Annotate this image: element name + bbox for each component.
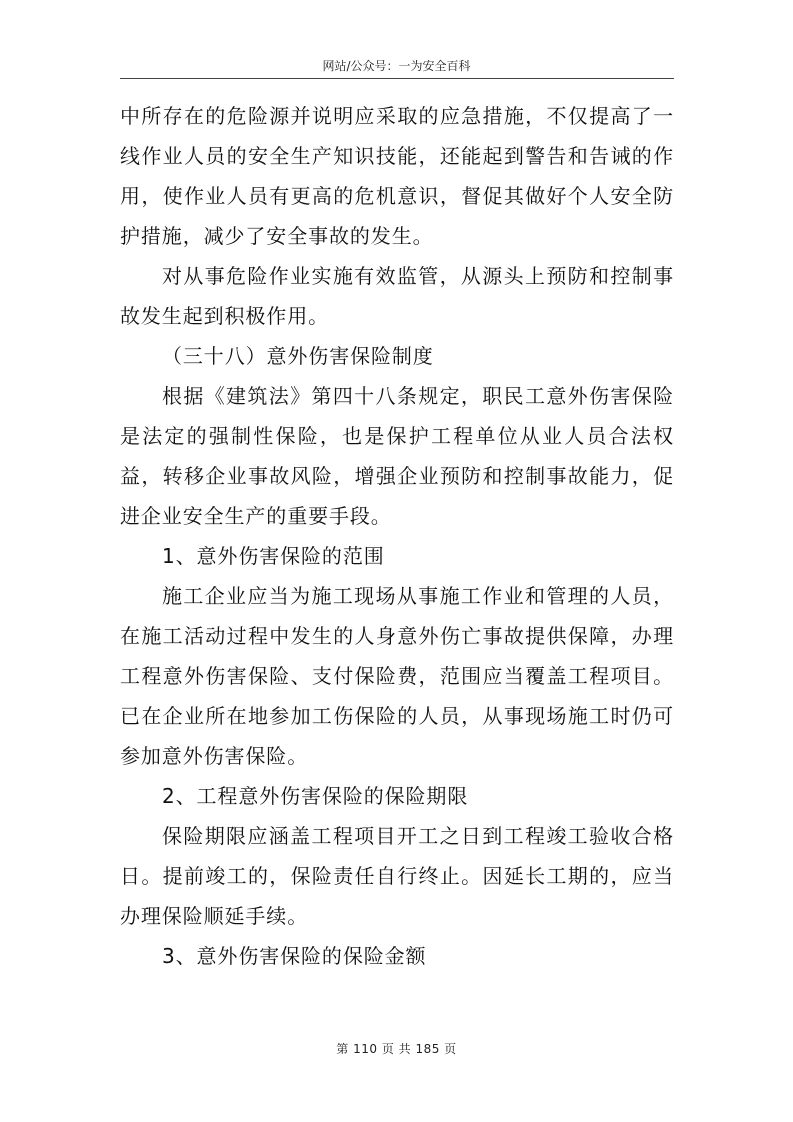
- section-heading: 2、工程意外伤害保险的保险期限: [162, 784, 469, 808]
- body-paragraph: 对从事危险作业实施有效监管，从源头上预防和控制事故发生起到积极作用。: [120, 264, 674, 328]
- body-paragraph: 施工企业应当为施工现场从事施工作业和管理的人员，在施工活动过程中发生的人身意外伤亡事故提供保障，办理工程意外伤害保险、支付保险费，范围应当覆盖工程项目。已在企业所在地参加工伤保险的人员，从事现场施工时仍可参加意外伤害保险。: [120, 584, 674, 768]
- section-heading: 1、意外伤害保险的范围: [162, 544, 385, 568]
- page-header: 网站/公众号：一为安全百科: [322, 59, 471, 73]
- section-heading: （三十八）意外伤害保险制度: [162, 344, 434, 368]
- header-divider: [120, 78, 674, 79]
- body-paragraph: 保险期限应涵盖工程项目开工之日到工程竣工验收合格日。提前竣工的，保险责任自行终止。因延长工期的，应当办理保险顺延手续。: [120, 824, 674, 928]
- section-heading: 3、意外伤害保险的保险金额: [162, 944, 427, 968]
- page-number-footer: 第 110 页 共 185 页: [336, 1042, 457, 1056]
- body-paragraph: 中所存在的危险源并说明应采取的应急措施，不仅提高了一线作业人员的安全生产知识技能，还能起到警告和告诫的作用，使作业人员有更高的危机意识，督促其做好个人安全防护措施，减少了安全事故的发生。: [120, 104, 674, 248]
- document-body: [120, 96, 674, 976]
- body-paragraph: 根据《建筑法》第四十八条规定，职民工意外伤害保险是法定的强制性保险，也是保护工程单位从业人员合法权益，转移企业事故风险，增强企业预防和控制事故能力，促进企业安全生产的重要手段。: [120, 384, 674, 528]
